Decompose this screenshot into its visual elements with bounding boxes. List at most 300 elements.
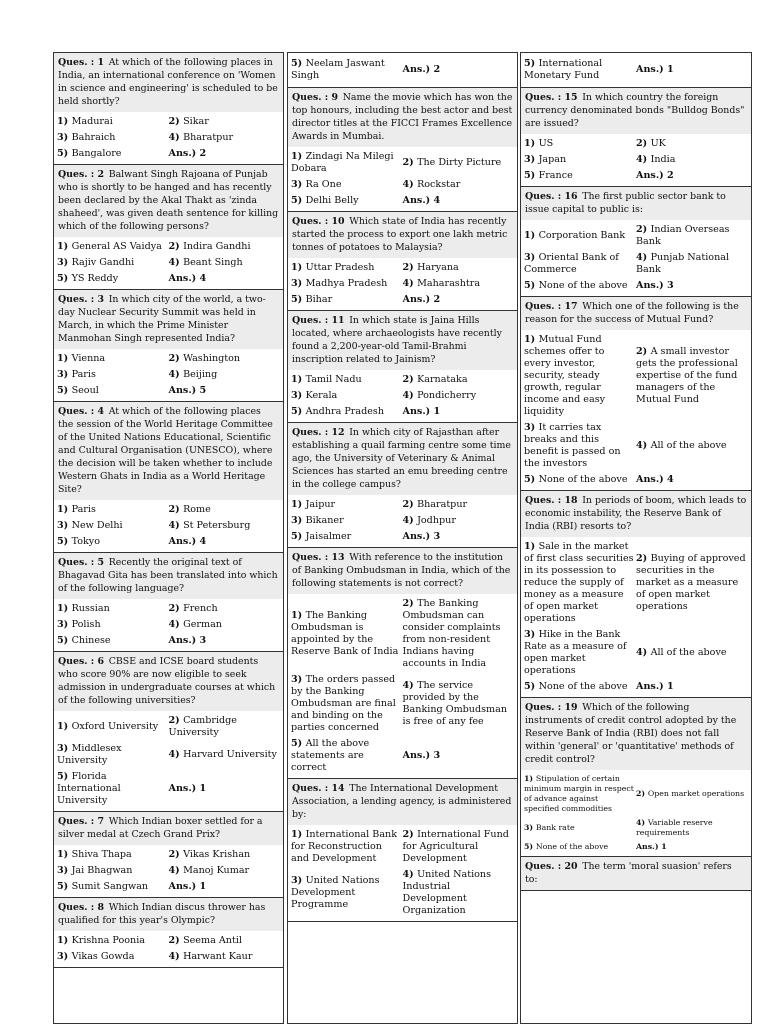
option-row [57, 367, 280, 383]
option-number: 3) [524, 154, 539, 165]
option-row [291, 529, 514, 545]
option-text: It carries tax breaks and this benefit is passed on the investors [524, 422, 621, 469]
option-number: 3) [291, 390, 306, 401]
option-number: 4) [636, 818, 648, 827]
option-row [57, 847, 280, 863]
option-cell [403, 406, 515, 418]
option-number: 2) [636, 553, 651, 564]
option-number: 3) [57, 743, 72, 754]
option-number: 4) [168, 132, 184, 143]
option-cell [636, 681, 748, 693]
question-text [54, 402, 283, 500]
question-text [288, 311, 517, 370]
option-cell [57, 951, 169, 963]
options-block [288, 370, 517, 422]
answer-label: Ans.) 4 [402, 195, 441, 206]
option-text: Rome [183, 504, 211, 515]
option-number: 5) [524, 58, 539, 69]
option-cell [57, 881, 169, 893]
option-cell [636, 647, 748, 659]
option-number: 1) [291, 262, 306, 273]
options-block [54, 711, 283, 811]
option-number: 4) [636, 647, 651, 658]
question-body: Which Indian discus thrower has qualified for this year's Olympic? [58, 902, 266, 926]
question-block [288, 88, 517, 212]
question-number: Ques. : 4 [58, 406, 105, 417]
option-number: 1) [57, 721, 72, 732]
option-cell [524, 138, 636, 150]
option-text: Beijing [183, 369, 218, 380]
options-block [54, 349, 283, 401]
question-text [54, 165, 283, 237]
question-block [288, 548, 517, 779]
option-text: Chinese [71, 635, 111, 646]
option-text: Oriental Bank of Commerce [524, 252, 619, 275]
option-number: 2) [168, 116, 184, 127]
option-text: Delhi Belly [305, 195, 359, 206]
option-row [57, 114, 280, 130]
option-cell [636, 346, 748, 406]
option-number: 2) [168, 935, 184, 946]
option-text: Seoul [71, 385, 99, 396]
option-cell [403, 195, 515, 207]
option-row [57, 383, 280, 399]
option-number: 4) [402, 515, 418, 526]
option-number: 4) [168, 865, 184, 876]
option-text: YS Reddy [71, 273, 119, 284]
option-text: Hike in the Bank Rate as a measure of open market operations [524, 629, 627, 676]
option-cell [57, 504, 169, 516]
option-row [524, 250, 748, 278]
option-row [57, 271, 280, 287]
option-row [524, 816, 748, 840]
option-number: 1) [291, 610, 306, 621]
answer-label: Ans.) 2 [168, 148, 207, 159]
option-number: 1) [291, 151, 306, 162]
option-cell [169, 148, 281, 160]
option-number: 1) [57, 353, 72, 364]
question-body: Which of the following instruments of credit control adopted by the Reserve Bank of India (RBI) does not fall within 'general' or 'quantitative' methods of credit control? [525, 702, 737, 765]
options-block [54, 500, 283, 552]
option-text: Indira Gandhi [183, 241, 251, 252]
option-text: Paris [71, 504, 96, 515]
option-text: Stipulation of certain minimum margin in respect of advance against specified commodities [524, 774, 634, 813]
option-text: The Banking Ombudsman is appointed by the Reserve Bank of India [291, 610, 399, 657]
option-text: Sikar [183, 116, 209, 127]
answer-label: Ans.) 3 [402, 750, 441, 761]
option-cell [636, 224, 748, 248]
options-block [54, 599, 283, 651]
option-cell [57, 619, 169, 631]
question-block [54, 290, 283, 402]
option-text: Indian Overseas Bank [636, 224, 730, 247]
option-cell [57, 132, 169, 144]
option-number: 3) [524, 629, 539, 640]
question-body: At which of the following places the session of the World Heritage Committee of the United Nations Educational, Scientific and Cultural Organisation (UNESCO), where the decision will be taken whether to include Western Ghats in India as a World Heritage Site? [58, 406, 273, 495]
option-cell [291, 499, 403, 511]
option-row [524, 840, 748, 854]
option-cell [169, 116, 281, 128]
option-text: Jodhpur [417, 515, 456, 526]
options-block [288, 258, 517, 310]
option-cell [524, 334, 636, 418]
option-cell [291, 262, 403, 274]
option-cell [403, 869, 515, 917]
question-body: CBSE and ICSE board students who score 90% are now eligible to seek admission in undergraduate courses at which of the following universities? [58, 656, 276, 706]
question-body: Balwant Singh Rajoana of Punjab who is shortly to be hanged and has recently been declared by the Akal Thakt as 'zinda shaheed', was given death sentence for killing which of the following persons? [58, 169, 279, 232]
option-text: Mutual Fund schemes offer to every investor, security, steady growth, regular income and easy liquidity [524, 334, 606, 417]
option-cell [169, 241, 281, 253]
option-number: 1) [57, 935, 72, 946]
question-block [54, 402, 283, 553]
option-number: 2) [402, 499, 418, 510]
question-body: The International Development Association, a lending agency, is administered by: [292, 783, 512, 820]
option-cell [403, 499, 515, 511]
option-text: Florida International University [57, 771, 121, 806]
option-number: 5) [57, 881, 72, 892]
options-block [288, 825, 517, 921]
question-block [54, 53, 283, 165]
option-number: 3) [57, 132, 72, 143]
option-cell [636, 842, 748, 852]
question-text [288, 212, 517, 258]
option-number: 1) [524, 774, 536, 783]
option-number: 4) [168, 520, 184, 531]
option-cell [636, 280, 748, 292]
option-text: Beant Singh [183, 257, 243, 268]
option-cell [291, 195, 403, 207]
option-row [291, 672, 514, 736]
option-text: US [538, 138, 554, 149]
option-text: Madhya Pradesh [305, 278, 388, 289]
question-number: Ques. : 8 [58, 902, 105, 913]
question-number: Ques. : 14 [292, 783, 345, 794]
option-row [291, 177, 514, 193]
option-number: 4) [168, 749, 184, 760]
option-cell [636, 64, 748, 76]
option-cell [403, 515, 515, 527]
option-number: 3) [291, 278, 306, 289]
option-cell [169, 881, 281, 893]
option-number: 2) [402, 157, 418, 168]
option-cell [57, 369, 169, 381]
option-number: 3) [57, 951, 72, 962]
option-number: 4) [636, 440, 651, 451]
option-text: Rockstar [417, 179, 461, 190]
option-row [57, 255, 280, 271]
question-body: Which state of India has recently started the process to export one lakh metric tonnes of potatoes to Malaysia? [292, 216, 508, 253]
question-number: Ques. : 5 [58, 557, 105, 568]
option-number: 1) [57, 603, 72, 614]
option-number: 1) [524, 334, 539, 345]
question-body: In periods of boom, which leads to economic instability, the Reserve Bank of India (RBI) resorts to? [525, 495, 747, 532]
option-text: St Petersburg [183, 520, 251, 531]
option-row [57, 949, 280, 965]
option-text: Bank rate [535, 823, 575, 832]
option-text: Bharatpur [183, 132, 234, 143]
option-cell [291, 294, 403, 306]
options-block [54, 112, 283, 164]
option-number: 2) [168, 715, 184, 726]
option-cell [57, 353, 169, 365]
question-number: Ques. : 12 [292, 427, 345, 438]
option-cell [524, 541, 636, 625]
option-cell [291, 829, 403, 865]
option-number: 3) [524, 823, 536, 832]
option-cell [57, 743, 169, 767]
question-number: Ques. : 20 [525, 861, 578, 872]
option-cell [524, 422, 636, 470]
option-cell [524, 252, 636, 276]
option-cell [169, 536, 281, 548]
question-text [521, 857, 751, 890]
option-cell [403, 680, 515, 728]
option-text: United Nations Development Programme [291, 875, 380, 910]
question-body: In which country the foreign currency denominated bonds "Bulldog Bonds" are issued? [525, 92, 745, 129]
option-number: 2) [168, 241, 184, 252]
option-text: Zindagi Na Milegi Dobara [291, 151, 394, 174]
option-cell [169, 504, 281, 516]
option-row [291, 736, 514, 776]
options-block [54, 237, 283, 289]
column-1 [53, 52, 284, 1024]
option-text: New Delhi [71, 520, 123, 531]
option-number: 2) [402, 829, 418, 840]
option-text: Sumit Sangwan [71, 881, 149, 892]
answer-label: Ans.) 3 [636, 280, 674, 291]
option-text: Punjab National Bank [636, 252, 730, 275]
option-number: 1) [291, 829, 306, 840]
option-number: 3) [57, 369, 72, 380]
question-block [54, 812, 283, 898]
question-number: Ques. : 16 [525, 191, 578, 202]
option-text: Corporation Bank [538, 230, 626, 241]
option-row [291, 497, 514, 513]
option-text: International Fund for Agricultural Development [402, 829, 509, 864]
option-text: Tamil Nadu [305, 374, 362, 385]
question-number: Ques. : 6 [58, 656, 105, 667]
option-cell [57, 635, 169, 647]
option-number: 3) [291, 515, 306, 526]
option-number: 1) [57, 116, 72, 127]
option-text: Vikas Gowda [71, 951, 135, 962]
option-cell [169, 603, 281, 615]
option-number: 5) [57, 771, 72, 782]
option-cell [57, 865, 169, 877]
option-number: 3) [291, 179, 306, 190]
option-cell [524, 774, 636, 814]
option-cell [291, 610, 403, 658]
option-text: Paris [71, 369, 96, 380]
question-number: Ques. : 3 [58, 294, 105, 305]
question-number: Ques. : 1 [58, 57, 105, 68]
option-text: The Dirty Picture [417, 157, 502, 168]
option-number: 2) [402, 598, 418, 609]
question-number: Ques. : 15 [525, 92, 578, 103]
answer-label: Ans.) 2 [402, 64, 441, 75]
option-cell [524, 170, 636, 182]
question-text [54, 53, 283, 112]
question-text [521, 88, 751, 134]
question-block [521, 698, 751, 857]
option-cell [169, 865, 281, 877]
option-text: France [538, 170, 573, 181]
option-cell [57, 520, 169, 532]
option-cell [636, 553, 748, 613]
option-cell [291, 374, 403, 386]
option-row [524, 420, 748, 472]
option-text: All of the above [650, 440, 727, 451]
option-cell [57, 849, 169, 861]
options-block [521, 134, 751, 186]
option-number: 4) [402, 680, 418, 691]
question-number: Ques. : 18 [525, 495, 578, 506]
option-text: All the above statements are correct [291, 738, 370, 773]
option-row [57, 879, 280, 895]
option-text: Russian [71, 603, 110, 614]
option-text: Seema Antil [183, 935, 242, 946]
option-text: Maharashtra [417, 278, 481, 289]
option-cell [291, 390, 403, 402]
question-text [54, 898, 283, 931]
option-number: 1) [57, 849, 72, 860]
question-number: Ques. : 19 [525, 702, 578, 713]
option-row [57, 863, 280, 879]
option-number: 2) [636, 224, 651, 235]
option-cell [403, 829, 515, 865]
option-cell [291, 278, 403, 290]
option-text: The orders passed by the Banking Ombudsman are final and binding on the parties concerned [291, 674, 396, 733]
option-cell [169, 935, 281, 947]
option-row [524, 152, 748, 168]
answer-label: Ans.) 3 [168, 635, 207, 646]
answer-label: Ans.) 5 [168, 385, 207, 396]
option-text: All of the above [650, 647, 727, 658]
option-number: 1) [291, 374, 306, 385]
option-cell [169, 783, 281, 795]
option-cell [291, 674, 403, 734]
option-cell [57, 935, 169, 947]
option-text: Harvard University [183, 749, 277, 760]
question-block [54, 898, 283, 968]
options-block [521, 330, 751, 490]
option-number: 4) [168, 951, 184, 962]
option-cell [524, 474, 636, 486]
question-text [54, 290, 283, 349]
option-row [291, 596, 514, 672]
option-number: 4) [402, 179, 418, 190]
option-number: 4) [168, 619, 184, 630]
option-cell [636, 154, 748, 166]
question-number: Ques. : 13 [292, 552, 345, 563]
question-text [521, 491, 751, 537]
option-text: UK [650, 138, 666, 149]
option-row [57, 769, 280, 809]
option-number: 5) [291, 195, 306, 206]
option-number: 2) [402, 374, 418, 385]
option-cell [169, 257, 281, 269]
option-text: Rajiv Gandhi [71, 257, 135, 268]
option-row [524, 136, 748, 152]
option-row [57, 351, 280, 367]
option-text: Bihar [305, 294, 333, 305]
question-body: With reference to the institution of Banking Ombudsman in India, which of the following statements is not correct? [292, 552, 511, 589]
option-number: 4) [402, 278, 418, 289]
option-number: 1) [524, 541, 539, 552]
option-text: Bharatpur [417, 499, 468, 510]
option-row [291, 867, 514, 919]
option-row [57, 239, 280, 255]
option-text: A small investor gets the professional expertise of the fund managers of the Mutual Fund [636, 346, 738, 405]
option-cell [403, 262, 515, 274]
option-cell [57, 385, 169, 397]
option-cell [524, 154, 636, 166]
question-number: Ques. : 2 [58, 169, 105, 180]
option-text: Madurai [71, 116, 113, 127]
option-cell [291, 531, 403, 543]
option-row [291, 372, 514, 388]
option-text: Buying of approved securities in the market as a measure of open market operations [636, 553, 746, 612]
option-text: Japan [538, 154, 567, 165]
question-block [521, 857, 751, 891]
option-number: 3) [57, 619, 72, 630]
answer-label: Ans.) 4 [168, 273, 207, 284]
option-row [524, 332, 748, 420]
column-2 [287, 52, 518, 1024]
question-block [521, 88, 751, 187]
option-text: Open market operations [647, 789, 745, 798]
option-cell [57, 241, 169, 253]
option-number: 2) [168, 849, 184, 860]
option-text: Bahraich [71, 132, 116, 143]
option-number: 5) [57, 385, 72, 396]
option-row [524, 222, 748, 250]
question-body: The term 'moral suasion' refers to: [525, 861, 732, 885]
option-row [291, 513, 514, 529]
option-number: 1) [57, 241, 72, 252]
option-cell [169, 353, 281, 365]
option-text: International Bank for Reconstruction and Development [291, 829, 398, 864]
option-row [57, 933, 280, 949]
question-body: In which state is Jaina Hills located, where archaeologists have recently found a 2,200-year-old Tamil-Brahmi inscription related to Jainism? [292, 315, 502, 365]
answer-label: Ans.) 2 [636, 170, 674, 181]
option-cell [291, 406, 403, 418]
option-cell [403, 294, 515, 306]
options-block [288, 53, 517, 87]
option-cell [291, 515, 403, 527]
option-cell [636, 789, 748, 799]
question-body: At which of the following places in India, an international conference on 'Women in science and engineering' is scheduled to be held shortly? [58, 57, 278, 107]
option-number: 5) [524, 842, 536, 851]
option-number: 5) [524, 280, 539, 291]
option-cell [403, 157, 515, 169]
option-cell [524, 629, 636, 677]
question-text [521, 297, 751, 330]
options-block [521, 53, 751, 87]
option-row [524, 278, 748, 294]
option-row [57, 601, 280, 617]
option-cell [636, 818, 748, 838]
option-row [57, 633, 280, 649]
options-block [521, 220, 751, 296]
option-text: Vikas Krishan [183, 849, 251, 860]
option-cell [636, 252, 748, 276]
option-cell [524, 842, 636, 852]
option-cell [169, 619, 281, 631]
option-cell [169, 635, 281, 647]
option-cell [57, 148, 169, 160]
option-text: Andhra Pradesh [305, 406, 385, 417]
